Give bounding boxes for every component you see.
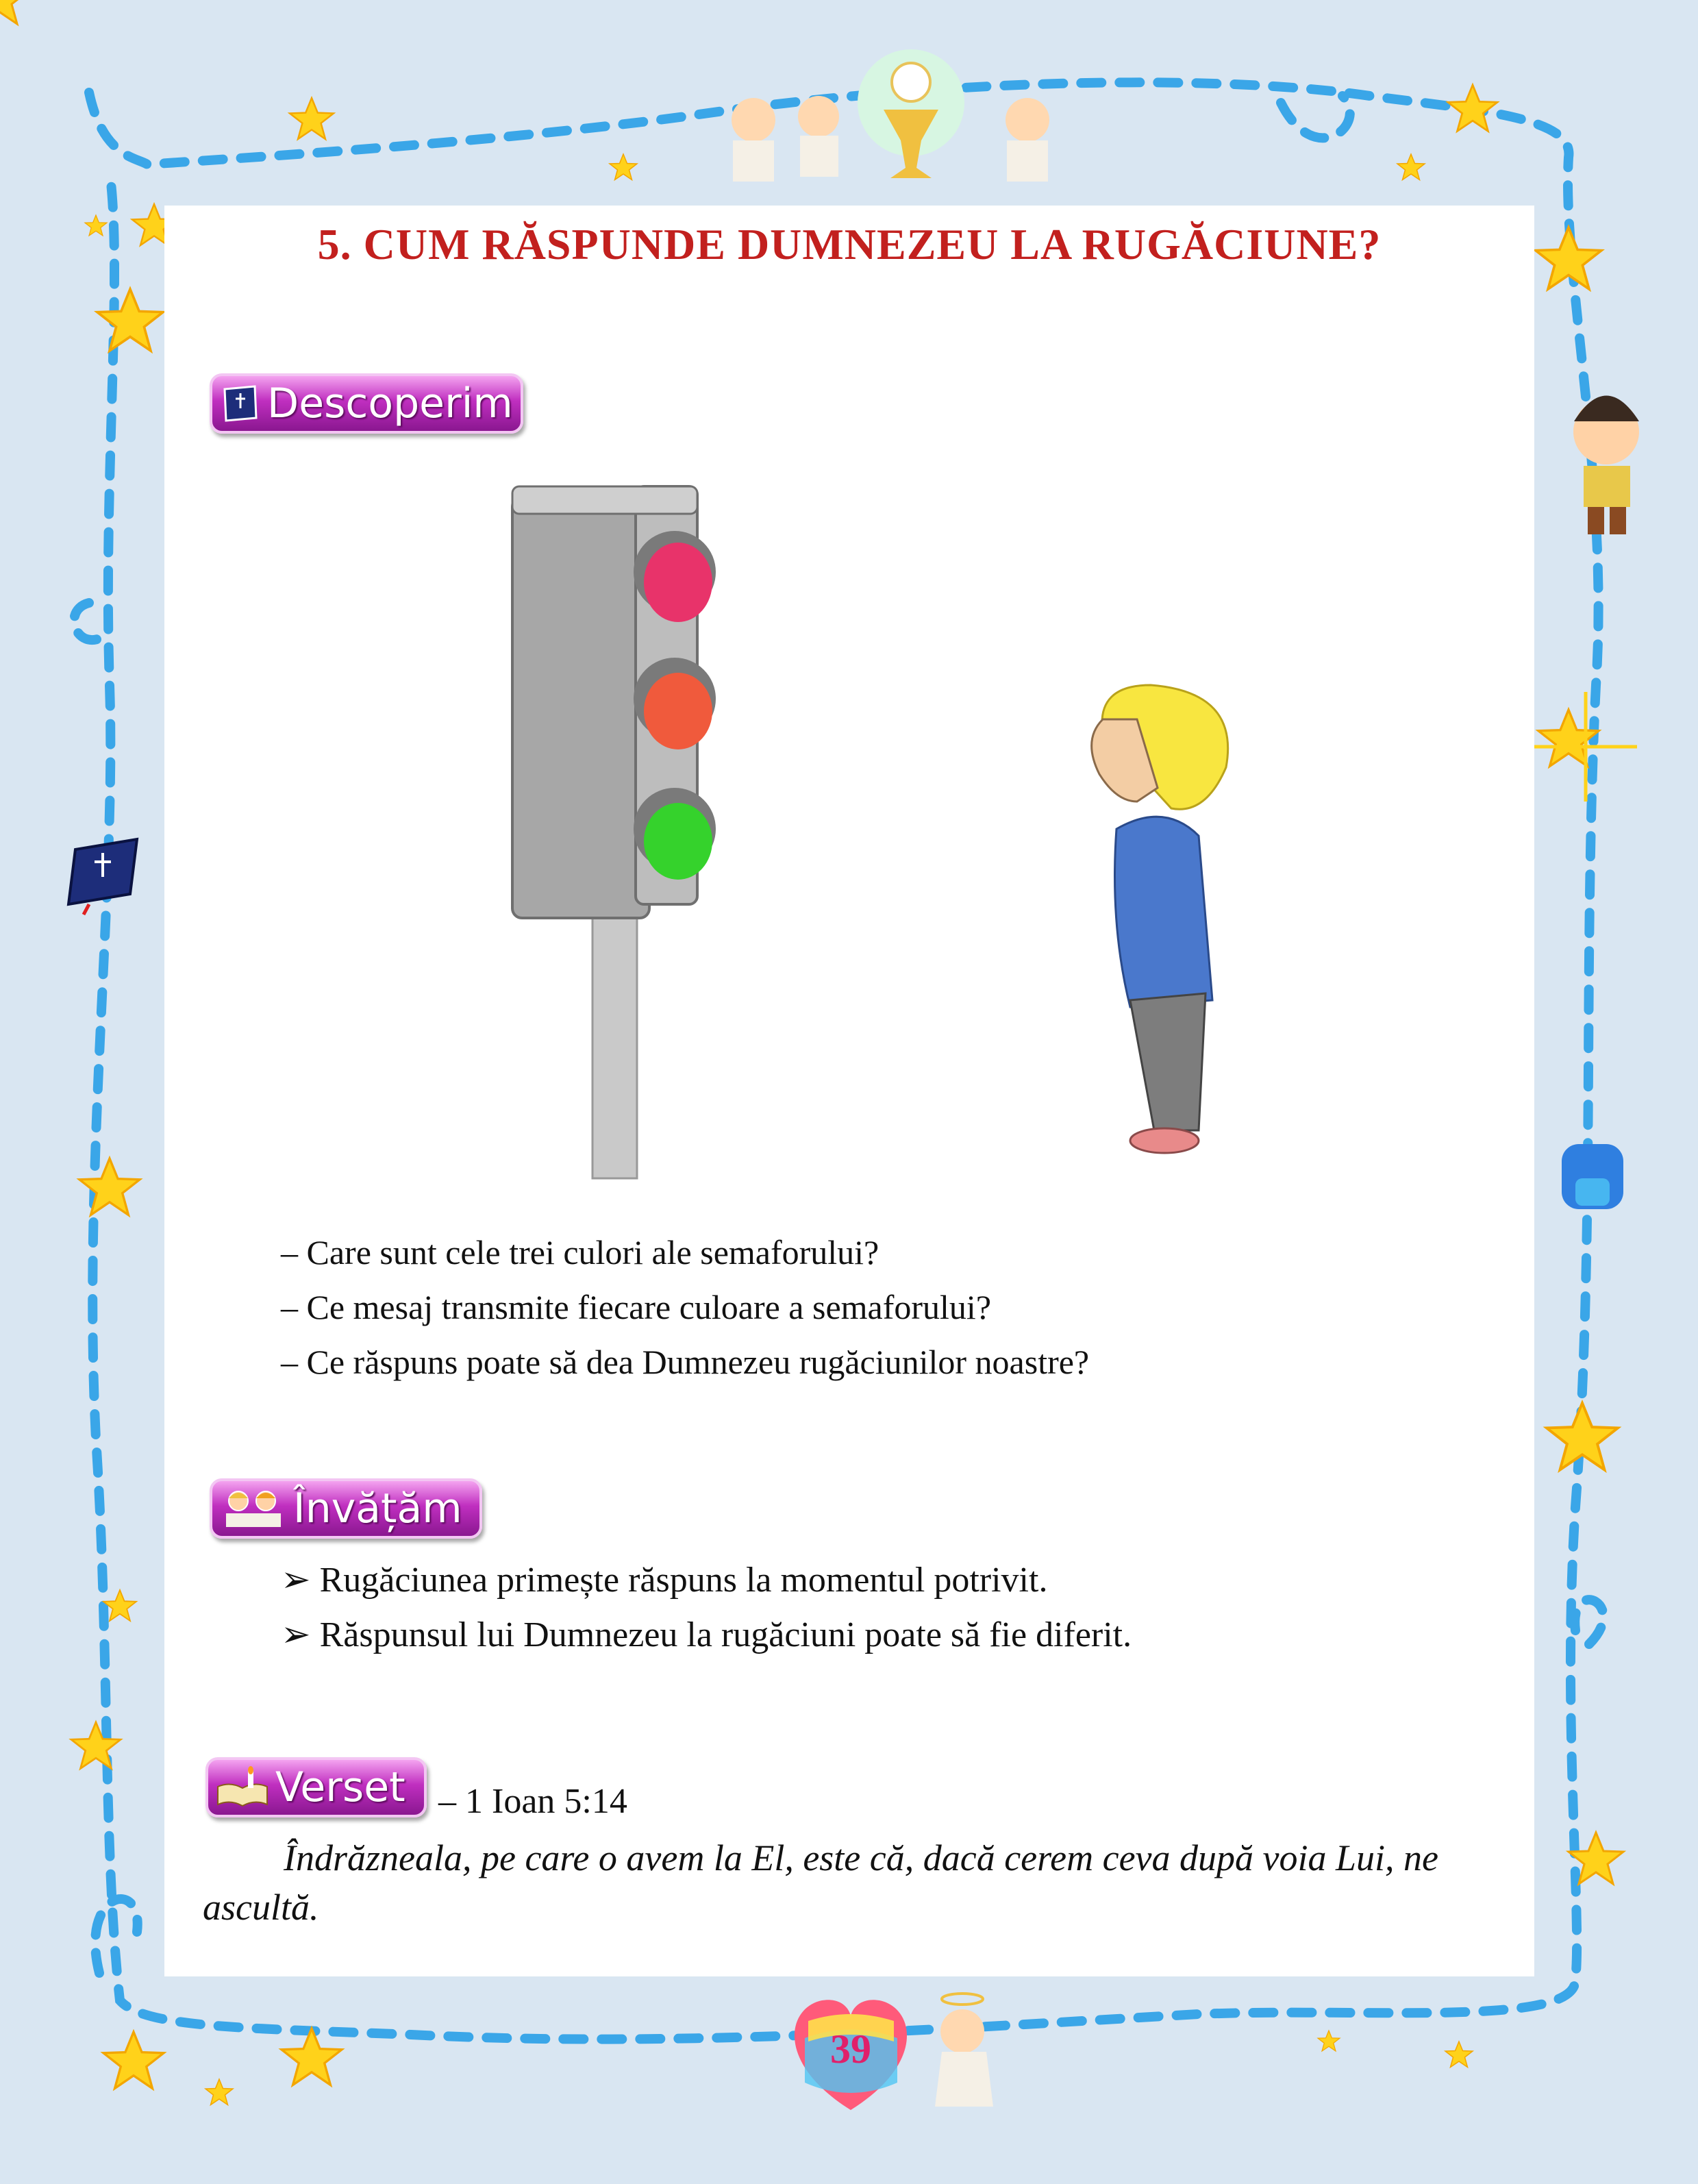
open-book-icon <box>215 1766 270 1809</box>
angels-header-icon <box>732 49 1049 182</box>
verse-reference: – 1 Ioan 5:14 <box>438 1782 627 1821</box>
section-label-verse: Verset <box>275 1763 405 1811</box>
question-3: – Ce răspuns poate să dea Dumnezeu rugăciunilor noastre? <box>281 1343 1090 1381</box>
green-light <box>644 803 712 880</box>
question-2: – Ce mesaj transmite fiecare culoare a semaforului? <box>281 1288 992 1326</box>
section-tag-learn <box>210 1478 482 1539</box>
traffic-lights <box>634 531 716 880</box>
section-label-learn: Învățăm <box>293 1485 462 1532</box>
learn-point-text: Răspunsul lui Dumnezeu la rugăciuni poate să fie diferit. <box>319 1615 1132 1654</box>
bible-icon <box>219 382 262 425</box>
learn-point-1 <box>281 1559 1047 1600</box>
page-number: 39 <box>830 2026 871 2072</box>
orange-light <box>644 673 712 749</box>
children-reading-icon <box>219 1487 288 1530</box>
verse-text: Îndrăzneala, pe care o avem la El, este că, dacă cerem ceva după voia Lui, ne ascultă. <box>203 1837 1438 1928</box>
question-1: – Care sunt cele trei culori ale semaforului? <box>281 1233 879 1271</box>
section-tag-verse <box>205 1757 427 1817</box>
waving-boy-icon <box>1573 396 1639 535</box>
section-label-discover: Descoperim <box>267 380 513 427</box>
red-light <box>644 543 712 622</box>
traffic-light-boy-illustration <box>411 445 1281 1185</box>
bible-side-icon <box>68 839 137 915</box>
backpack-icon <box>1562 1144 1623 1209</box>
learn-point-text: Rugăciunea primește răspuns la momentul potrivit. <box>319 1561 1048 1600</box>
arrow-bullet-icon: ➢ <box>281 1615 311 1654</box>
praying-angel-icon <box>935 1994 993 2107</box>
page-title: 5. CUM RĂSPUNDE DUMNEZEU LA RUGĂCIUNE? <box>317 220 1382 269</box>
arrow-bullet-icon: ➢ <box>281 1561 311 1600</box>
learn-point-2 <box>281 1614 1132 1655</box>
boy-figure <box>1092 685 1228 1153</box>
section-tag-discover <box>210 373 523 434</box>
